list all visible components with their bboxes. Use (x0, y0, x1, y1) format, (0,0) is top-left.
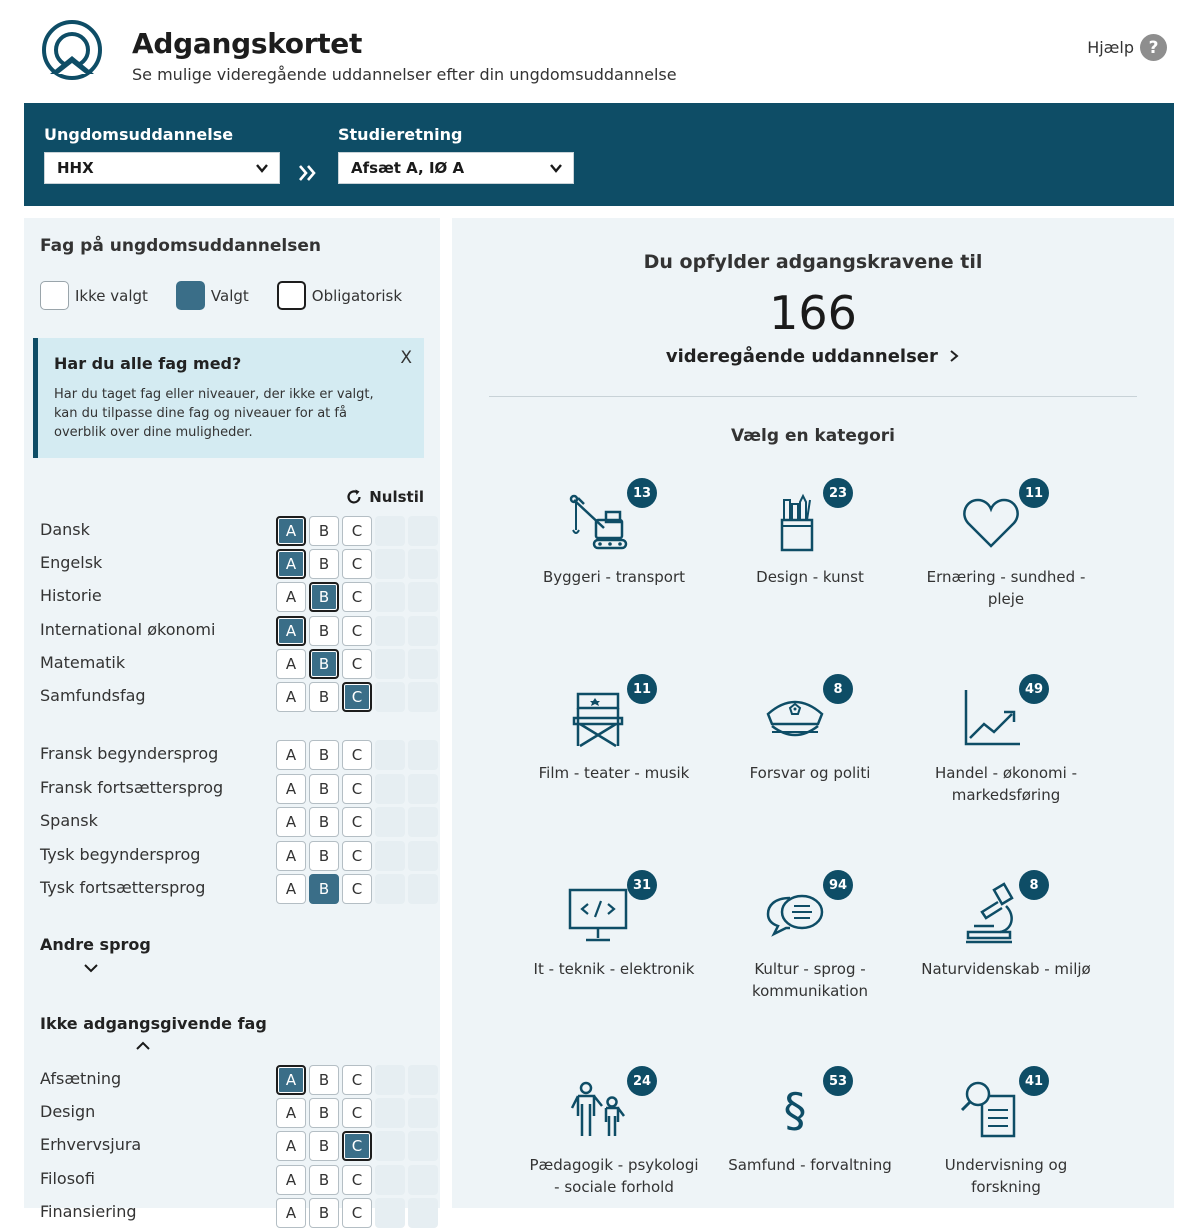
subject-row (40, 1098, 430, 1128)
paragraph-icon (760, 1076, 830, 1146)
level-placeholder (408, 1131, 438, 1161)
level-b-button[interactable]: B (309, 516, 339, 546)
category-label: Handel - økonomi - markedsføring (935, 764, 1077, 804)
level-c-button[interactable]: C (342, 1165, 372, 1195)
subject-row (40, 740, 430, 770)
svg-text:§: § (783, 1083, 807, 1137)
level-a-button[interactable]: A (276, 582, 306, 612)
results-link[interactable] (452, 346, 1174, 367)
chevron-down-icon (549, 161, 563, 175)
category-card[interactable] (529, 478, 699, 638)
study-select[interactable] (338, 152, 574, 184)
category-card[interactable] (725, 1066, 895, 1226)
level-placeholder (375, 774, 405, 804)
subject-name: Design (40, 1102, 96, 1122)
level-placeholder (408, 807, 438, 837)
level-placeholder (375, 649, 405, 679)
level-a-button[interactable]: A (276, 649, 306, 679)
level-b-button[interactable]: B (309, 1198, 339, 1228)
category-count-badge: 24 (627, 1066, 657, 1096)
level-placeholder (375, 740, 405, 770)
level-b-button[interactable]: B (309, 616, 339, 646)
level-placeholder (408, 1165, 438, 1195)
magnifier-document-icon (956, 1076, 1026, 1146)
category-count-badge: 41 (1019, 1066, 1049, 1096)
level-a-button[interactable]: A (276, 682, 306, 712)
education-value: HHX (57, 159, 94, 177)
chevron-up-icon[interactable] (135, 1038, 151, 1054)
level-placeholder (408, 516, 438, 546)
chevron-down-icon[interactable] (83, 960, 99, 976)
subject-row (40, 582, 430, 612)
level-a-button[interactable]: A (276, 774, 306, 804)
monitor-code-icon (564, 880, 634, 950)
pencil-cup-icon (760, 488, 830, 558)
level-a-button[interactable]: A (276, 740, 306, 770)
legend-selected (176, 281, 249, 310)
subject-name: Matematik (40, 652, 126, 672)
category-count-badge: 11 (627, 674, 657, 704)
level-a-button[interactable]: A (276, 841, 306, 871)
level-c-button[interactable]: C (342, 582, 372, 612)
category-card[interactable] (921, 870, 1091, 1030)
app-title: Adgangskortet (132, 27, 363, 60)
level-b-button[interactable]: B (309, 649, 339, 679)
category-title: Vælg en kategori (731, 426, 895, 446)
level-a-button[interactable]: A (276, 1098, 306, 1128)
category-label: It - teknik - elektronik (533, 960, 695, 978)
level-placeholder (408, 740, 438, 770)
level-a-button[interactable]: A (276, 1198, 306, 1228)
info-text: Har du taget fag eller niveauer, der ikke er valgt, kan du tilpasse dine fag og niveauer for at få overblik over dine muligheder. (54, 387, 374, 440)
police-cap-icon (760, 684, 830, 754)
director-chair-icon (564, 684, 634, 754)
study-value: Afsæt A, IØ A (351, 159, 465, 177)
level-placeholder (408, 1065, 438, 1095)
subjects-panel-title: Fag på ungdomsuddannelsen (40, 236, 322, 256)
subject-name: Dansk (40, 520, 90, 539)
subject-name: International økonomi (40, 619, 216, 639)
legend-label: Obligatorisk (311, 286, 403, 305)
category-count-badge: 53 (823, 1066, 853, 1096)
education-select[interactable] (44, 152, 280, 184)
level-c-button[interactable]: C (342, 874, 372, 904)
level-placeholder (375, 549, 405, 579)
non-qualifying-heading[interactable]: Ikke adgangsgivende fag (40, 1014, 267, 1033)
level-placeholder (375, 582, 405, 612)
level-placeholder (408, 1098, 438, 1128)
help-label: Hjælp (1087, 38, 1134, 57)
category-count-badge: 23 (823, 478, 853, 508)
level-c-button[interactable]: C (342, 516, 372, 546)
level-c-button[interactable]: C (342, 649, 372, 679)
study-selector-group (338, 125, 574, 184)
subject-name: Finansiering (40, 1201, 137, 1221)
level-a-button[interactable]: A (276, 616, 306, 646)
category-count-badge: 49 (1019, 674, 1049, 704)
chevron-down-icon (255, 161, 269, 175)
app-subtitle: Se mulige videregående uddannelser efter din ungdomsuddannelse (132, 65, 677, 84)
info-title: Har du alle fag med? (54, 354, 242, 373)
level-placeholder (375, 516, 405, 546)
subject-name: Historie (40, 586, 102, 606)
legend-swatch-mandatory (277, 281, 306, 310)
subject-row (40, 549, 430, 579)
info-box (33, 338, 424, 458)
level-placeholder (408, 649, 438, 679)
category-label: Pædagogik - psykologi - sociale forhold (529, 1156, 699, 1196)
category-count-badge: 13 (627, 478, 657, 508)
subject-row (40, 516, 430, 546)
subject-name: Afsætning (40, 1069, 122, 1088)
category-label: Samfund - forvaltning (728, 1156, 892, 1174)
reset-button[interactable] (345, 488, 424, 506)
category-label: Design - kunst (756, 568, 864, 586)
level-a-button[interactable]: A (276, 1065, 306, 1095)
level-b-button[interactable]: B (309, 841, 339, 871)
level-b-button[interactable]: B (309, 1165, 339, 1195)
category-label: Kultur - sprog - kommunikation (751, 960, 869, 1000)
level-placeholder (408, 582, 438, 612)
level-c-button[interactable]: C (342, 807, 372, 837)
subject-row (40, 841, 430, 871)
subject-name: Samfundsfag (40, 686, 146, 705)
level-a-button[interactable]: A (276, 1131, 306, 1161)
category-label: Ernæring - sundhed - pleje (926, 568, 1086, 608)
microscope-icon (956, 880, 1026, 950)
level-b-button[interactable]: B (309, 874, 339, 904)
subject-name: Erhvervsjura (40, 1135, 142, 1155)
category-card[interactable] (529, 674, 699, 834)
level-c-button[interactable]: C (342, 549, 372, 579)
level-c-button[interactable]: C (342, 740, 372, 770)
category-count-badge: 94 (823, 870, 853, 900)
category-label: Naturvidenskab - miljø (921, 960, 1091, 978)
level-a-button[interactable]: A (276, 807, 306, 837)
legend-mandatory (277, 281, 402, 310)
level-placeholder (375, 1198, 405, 1228)
level-b-button[interactable]: B (309, 1131, 339, 1161)
other-languages-heading[interactable]: Andre sprog (40, 935, 151, 954)
reset-label: Nulstil (369, 488, 424, 506)
legend-label: Ikke valgt (75, 286, 148, 305)
level-b-button[interactable]: B (309, 807, 339, 837)
category-label: Forsvar og politi (749, 764, 871, 782)
level-b-button[interactable]: B (309, 582, 339, 612)
level-c-button[interactable]: C (342, 1065, 372, 1095)
level-b-button[interactable]: B (309, 682, 339, 712)
level-placeholder (408, 774, 438, 804)
double-chevron-right-icon (296, 161, 320, 185)
level-placeholder (375, 841, 405, 871)
category-card[interactable] (725, 478, 895, 638)
level-placeholder (408, 1198, 438, 1228)
category-label: Film - teater - musik (538, 764, 690, 782)
level-c-button[interactable]: C (342, 1131, 372, 1161)
results-link-label: videregående uddannelser (665, 346, 938, 367)
subject-row (40, 1065, 430, 1095)
crane-icon (564, 488, 634, 558)
education-label: Ungdomsuddannelse (44, 125, 234, 144)
subject-name: Spansk (40, 811, 98, 830)
category-card[interactable] (921, 478, 1091, 638)
trend-chart-icon (956, 684, 1026, 754)
level-placeholder (408, 841, 438, 871)
results-count: 166 (769, 286, 857, 340)
subject-row (40, 1131, 430, 1161)
subject-name: Engelsk (40, 553, 103, 573)
subject-name: Tysk fortsættersprog (40, 878, 206, 897)
education-selector-group (44, 125, 280, 184)
speech-bubbles-icon (760, 880, 830, 950)
level-c-button[interactable]: C (342, 841, 372, 871)
legend-label: Valgt (210, 286, 249, 305)
selector-bar (24, 103, 1174, 206)
level-b-button[interactable]: B (309, 1065, 339, 1095)
subject-name: Fransk fortsættersprog (40, 777, 224, 797)
legend-swatch-selected (176, 281, 205, 310)
level-b-button[interactable]: B (309, 549, 339, 579)
category-card[interactable] (921, 1066, 1091, 1226)
study-label: Studieretning (338, 125, 463, 144)
subject-row (40, 649, 430, 679)
legend-swatch-not-selected (40, 281, 69, 310)
chevron-right-icon (948, 349, 960, 363)
divider (489, 396, 1137, 397)
level-a-button[interactable]: A (276, 1165, 306, 1195)
question-icon: ? (1140, 34, 1167, 61)
level-placeholder (375, 682, 405, 712)
level-c-button[interactable]: C (342, 1098, 372, 1128)
legend-not-selected (40, 281, 148, 310)
level-c-button[interactable]: C (342, 774, 372, 804)
level-placeholder (408, 874, 438, 904)
level-placeholder (375, 616, 405, 646)
level-b-button[interactable]: B (309, 1098, 339, 1128)
category-count-badge: 11 (1019, 478, 1049, 508)
category-count-badge: 8 (1019, 870, 1049, 900)
category-label: Undervisning og forskning (944, 1156, 1068, 1196)
results-lead: Du opfylder adgangskravene til (643, 251, 983, 273)
level-placeholder (375, 1098, 405, 1128)
help-button[interactable] (1087, 34, 1167, 61)
refresh-icon (345, 488, 363, 506)
legend (40, 281, 430, 310)
subject-name: Fransk begyndersprog (40, 744, 219, 763)
level-placeholder (408, 616, 438, 646)
subject-row (40, 874, 430, 904)
level-a-button[interactable]: A (276, 549, 306, 579)
level-b-button[interactable]: B (309, 774, 339, 804)
people-icon (564, 1076, 634, 1146)
subject-row (40, 807, 430, 837)
category-count-badge: 8 (823, 674, 853, 704)
level-placeholder (408, 549, 438, 579)
level-placeholder (408, 682, 438, 712)
level-placeholder (375, 807, 405, 837)
header (0, 0, 1200, 103)
category-label: Byggeri - transport (542, 568, 686, 586)
subject-row (40, 774, 430, 804)
heart-icon (956, 488, 1026, 558)
subject-name: Tysk begyndersprog (40, 844, 201, 864)
level-b-button[interactable]: B (309, 740, 339, 770)
subject-name: Filosofi (40, 1168, 95, 1188)
level-c-button[interactable]: C (342, 616, 372, 646)
level-c-button[interactable]: C (342, 682, 372, 712)
level-placeholder (375, 874, 405, 904)
subjects-panel (24, 218, 440, 1222)
level-placeholder (375, 1065, 405, 1095)
level-placeholder (375, 1131, 405, 1161)
level-a-button[interactable]: A (276, 516, 306, 546)
subject-row (40, 616, 430, 646)
subject-row (40, 682, 430, 712)
category-count-badge: 31 (627, 870, 657, 900)
category-card[interactable] (725, 674, 895, 834)
subject-row (40, 1198, 430, 1228)
logo-icon (40, 20, 104, 84)
category-card[interactable] (529, 870, 699, 1030)
category-card[interactable] (529, 1066, 699, 1226)
level-c-button[interactable]: C (342, 1198, 372, 1228)
subject-row (40, 1165, 430, 1195)
level-a-button[interactable]: A (276, 874, 306, 904)
category-card[interactable] (725, 870, 895, 1030)
results-panel (452, 218, 1174, 1208)
category-card[interactable] (921, 674, 1091, 834)
level-placeholder (375, 1165, 405, 1195)
info-close-button[interactable]: X (400, 348, 412, 368)
